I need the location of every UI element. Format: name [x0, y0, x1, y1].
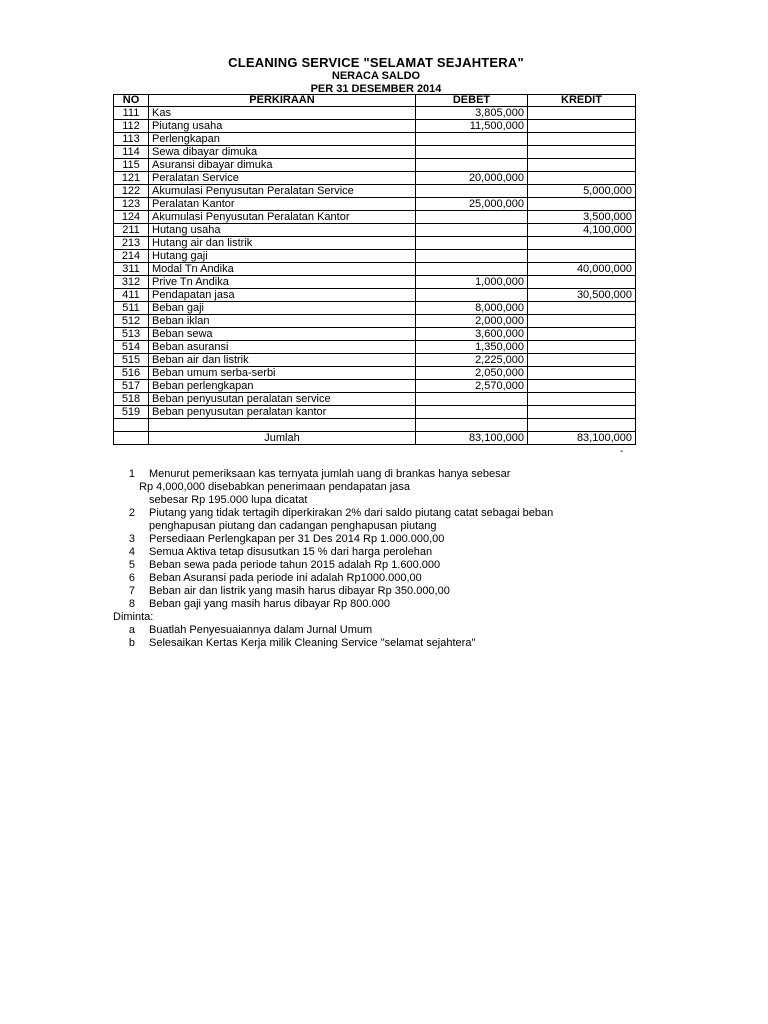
header-no: NO: [114, 95, 149, 107]
account-name: Asuransi dibayar dimuka: [149, 159, 416, 172]
table-row: [114, 172, 636, 185]
debit-value: 2,050,000: [416, 367, 528, 380]
table-row: [114, 159, 636, 172]
credit-value: 40,000,000: [528, 263, 636, 276]
note-number: 6: [128, 572, 135, 584]
note-line: [113, 481, 673, 494]
account-number: 517: [114, 380, 149, 393]
note-text: Rp 4,000,000 disebabkan penerimaan pendapatan jasa: [139, 481, 410, 493]
note-text: sebesar Rp 195.000 lupa dicatat: [149, 494, 308, 506]
note-text: penghapusan piutang dan cadangan penghapusan piutang: [149, 520, 437, 532]
table-row: [114, 107, 636, 120]
adjustment-notes: [113, 468, 673, 650]
table-row: [114, 120, 636, 133]
account-number: 211: [114, 224, 149, 237]
debit-value: 3,600,000: [416, 328, 528, 341]
account-number: 311: [114, 263, 149, 276]
note-line: [113, 507, 673, 520]
account-name: Modal Tn Andika: [149, 263, 416, 276]
credit-value: 30,500,000: [528, 289, 636, 302]
account-number: 115: [114, 159, 149, 172]
note-line: [113, 585, 673, 598]
credit-value: 5,000,000: [528, 185, 636, 198]
note-text: Persediaan Perlengkapan per 31 Des 2014 Rp 1.000.000,00: [149, 533, 445, 545]
note-number: 3: [128, 533, 135, 545]
request-text: Selesaikan Kertas Kerja milik Cleaning Service "selamat sejahtera": [149, 637, 476, 649]
note-line: [113, 572, 673, 585]
account-number: 516: [114, 367, 149, 380]
debit-value: [416, 250, 528, 263]
debit-value: 2,225,000: [416, 354, 528, 367]
table-row: [114, 146, 636, 159]
note-number: 8: [128, 598, 135, 610]
dash-mark: -: [620, 446, 624, 457]
account-name: Piutang usaha: [149, 120, 416, 133]
account-name: Akumulasi Penyusutan Peralatan Kantor: [149, 211, 416, 224]
table-row: [114, 341, 636, 354]
account-number: 312: [114, 276, 149, 289]
document-header: [113, 55, 639, 95]
table-row: [114, 354, 636, 367]
account-name: Hutang usaha: [149, 224, 416, 237]
debit-value: [416, 263, 528, 276]
note-line: [113, 520, 673, 533]
account-number: 513: [114, 328, 149, 341]
account-name: Hutang gaji: [149, 250, 416, 263]
table-row: [114, 237, 636, 250]
table-row: [114, 289, 636, 302]
account-name: Peralatan Service: [149, 172, 416, 185]
credit-value: [528, 172, 636, 185]
credit-value: [528, 302, 636, 315]
credit-value: [528, 276, 636, 289]
total-row: [114, 432, 636, 445]
table-row: [114, 263, 636, 276]
debit-value: 20,000,000: [416, 172, 528, 185]
table-row: [114, 276, 636, 289]
note-text: Beban air dan listrik yang masih harus dibayar Rp 350.000,00: [149, 585, 450, 597]
request-item: [113, 637, 673, 650]
table-row: [114, 250, 636, 263]
note-text: Menurut pemeriksaan kas ternyata jumlah uang di brankas hanya sebesar: [149, 468, 511, 480]
debit-value: [416, 224, 528, 237]
note-line: [113, 533, 673, 546]
debit-value: 25,000,000: [416, 198, 528, 211]
table-body: [114, 107, 636, 419]
debit-value: [416, 406, 528, 419]
account-number: 512: [114, 315, 149, 328]
note-text: Semua Aktiva tetap disusutkan 15 % dari harga perolehan: [149, 546, 433, 558]
document-period: PER 31 DESEMBER 2014: [310, 83, 442, 95]
table-row: [114, 211, 636, 224]
table-row: [114, 315, 636, 328]
document-title: CLEANING SERVICE "SELAMAT SEJAHTERA": [228, 55, 524, 70]
header-account: PERKIRAAN: [149, 95, 416, 107]
account-name: Beban penyusutan peralatan service: [149, 393, 416, 406]
table-row: [114, 185, 636, 198]
note-number: 7: [128, 585, 135, 597]
credit-value: [528, 250, 636, 263]
table-row: [114, 328, 636, 341]
table-row: [114, 224, 636, 237]
note-line: [113, 494, 673, 507]
blank-row: [114, 419, 636, 432]
credit-value: [528, 367, 636, 380]
account-name: Pendapatan jasa: [149, 289, 416, 302]
debit-value: [416, 289, 528, 302]
account-name: Kas: [149, 107, 416, 120]
debit-value: [416, 211, 528, 224]
table-row: [114, 302, 636, 315]
account-name: Beban air dan listrik: [149, 354, 416, 367]
note-line: [113, 559, 673, 572]
total-label: Jumlah: [149, 432, 416, 445]
header-debit: DEBET: [416, 95, 528, 107]
account-number: 123: [114, 198, 149, 211]
credit-value: [528, 159, 636, 172]
credit-value: [528, 133, 636, 146]
debit-value: [416, 146, 528, 159]
account-number: 213: [114, 237, 149, 250]
account-number: 515: [114, 354, 149, 367]
account-number: 122: [114, 185, 149, 198]
account-number: 411: [114, 289, 149, 302]
note-text: Beban gaji yang masih harus dibayar Rp 800.000: [149, 598, 390, 610]
note-text: Beban Asuransi pada periode ini adalah Rp1000.000,00: [149, 572, 422, 584]
account-name: Peralatan Kantor: [149, 198, 416, 211]
account-number: 511: [114, 302, 149, 315]
credit-value: 4,100,000: [528, 224, 636, 237]
credit-value: [528, 237, 636, 250]
request-letter: b: [128, 637, 135, 649]
requested-label: Diminta:: [113, 611, 154, 623]
debit-value: [416, 133, 528, 146]
account-number: 214: [114, 250, 149, 263]
credit-value: [528, 393, 636, 406]
account-name: Beban umum serba-serbi: [149, 367, 416, 380]
debit-value: [416, 237, 528, 250]
debit-value: [416, 393, 528, 406]
note-text: Piutang yang tidak tertagih diperkirakan 2% dari saldo piutang catat sebagai beban: [149, 507, 554, 519]
debit-value: [416, 185, 528, 198]
credit-value: 3,500,000: [528, 211, 636, 224]
credit-value: [528, 315, 636, 328]
table-header-row: [114, 95, 636, 107]
account-name: Beban sewa: [149, 328, 416, 341]
debit-value: 2,000,000: [416, 315, 528, 328]
account-number: 112: [114, 120, 149, 133]
note-line: [113, 598, 673, 611]
account-name: Hutang air dan listrik: [149, 237, 416, 250]
account-number: 114: [114, 146, 149, 159]
credit-value: [528, 380, 636, 393]
note-number: 2: [128, 507, 135, 519]
credit-value: [528, 341, 636, 354]
account-number: 113: [114, 133, 149, 146]
account-name: Beban penyusutan peralatan kantor: [149, 406, 416, 419]
note-number: 1: [128, 468, 135, 480]
account-name: Akumulasi Penyusutan Peralatan Service: [149, 185, 416, 198]
credit-value: [528, 198, 636, 211]
credit-value: [528, 107, 636, 120]
credit-value: [528, 406, 636, 419]
table-row: [114, 380, 636, 393]
debit-value: 1,000,000: [416, 276, 528, 289]
table-row: [114, 198, 636, 211]
debit-value: 1,350,000: [416, 341, 528, 354]
account-name: Sewa dibayar dimuka: [149, 146, 416, 159]
request-item: [113, 624, 673, 637]
document-subtitle: NERACA SALDO: [331, 70, 421, 82]
credit-value: [528, 354, 636, 367]
account-number: 124: [114, 211, 149, 224]
credit-value: [528, 146, 636, 159]
table-row: [114, 406, 636, 419]
note-number: 5: [128, 559, 135, 571]
account-name: Prive Tn Andika: [149, 276, 416, 289]
account-name: Perlengkapan: [149, 133, 416, 146]
total-debit: 83,100,000: [416, 432, 528, 445]
debit-value: 11,500,000: [416, 120, 528, 133]
table-row: [114, 367, 636, 380]
note-line: [113, 468, 673, 481]
account-number: 518: [114, 393, 149, 406]
request-letter: a: [128, 624, 135, 636]
total-credit: 83,100,000: [528, 432, 636, 445]
debit-value: 8,000,000: [416, 302, 528, 315]
note-text: Beban sewa pada periode tahun 2015 adalah Rp 1.600.000: [149, 559, 441, 571]
account-name: Beban gaji: [149, 302, 416, 315]
account-number: 519: [114, 406, 149, 419]
trial-balance-table: [113, 94, 636, 445]
table-row: [114, 133, 636, 146]
account-number: 111: [114, 107, 149, 120]
account-number: 514: [114, 341, 149, 354]
account-name: Beban perlengkapan: [149, 380, 416, 393]
request-text: Buatlah Penyesuaiannya dalam Jurnal Umum: [149, 624, 373, 636]
credit-value: [528, 120, 636, 133]
credit-value: [528, 328, 636, 341]
account-name: Beban asuransi: [149, 341, 416, 354]
account-number: 121: [114, 172, 149, 185]
debit-value: 2,570,000: [416, 380, 528, 393]
debit-value: 3,805,000: [416, 107, 528, 120]
table-row: [114, 393, 636, 406]
account-name: Beban iklan: [149, 315, 416, 328]
note-line: [113, 546, 673, 559]
note-number: 4: [128, 546, 135, 558]
header-credit: KREDIT: [528, 95, 636, 107]
debit-value: [416, 159, 528, 172]
